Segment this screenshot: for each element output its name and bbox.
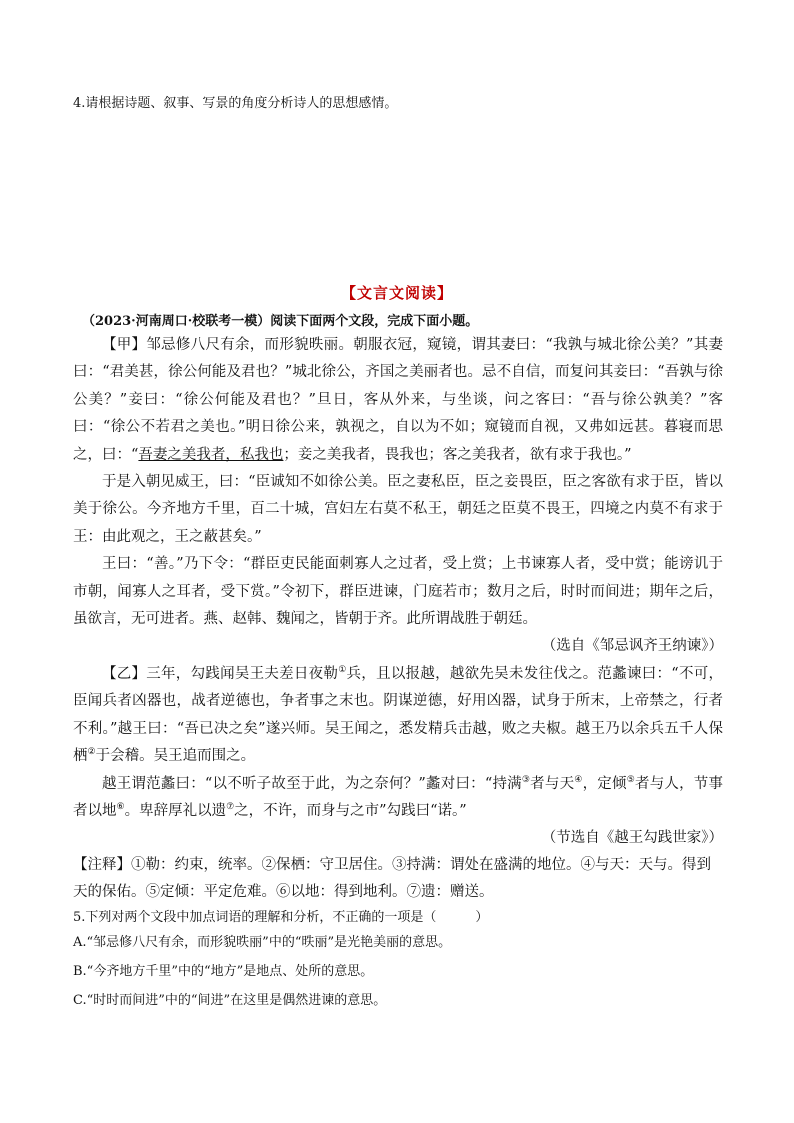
jia-paragraph-3: 王曰：“善。”乃下令：“群臣吏民能面刺寡人之过者，受上赏；上书谏寡人者，受中赏；能谤讥于市朝，闻寡人之耳者，受下赏。”令初下，群臣进谏，门庭若市；数月之后，时时而间进；期年之后，虽欲言，无可进者。燕、赵韩、魏闻之，皆朝于齐。此所谓战胜于朝廷。 <box>73 556 723 628</box>
footnote-mark: ② <box>87 747 96 758</box>
footnote-mark: ④ <box>574 774 583 785</box>
yi-paragraph-2 <box>73 771 723 826</box>
footnote-mark: ③ <box>521 774 531 785</box>
footnote-mark: ⑥ <box>116 802 125 813</box>
yi-paragraph-1 <box>73 661 723 771</box>
question-5-stem: 5.下列对两个文段中加点词语的理解和分析，不正确的一项是（ ） <box>73 910 489 925</box>
option-c: C.“时时而间进”中的“间进”在这里是偶然进谏的意思。 <box>73 993 387 1008</box>
option-b: B.“今齐地方千里”中的“地方”是地点、处所的意思。 <box>73 964 374 979</box>
source-line: （2023·河南周口·校联考一模）阅读下面两个文段，完成下面小题。 <box>82 314 479 329</box>
question-5 <box>73 908 723 1020</box>
question-4: 4.请根据诗题、叙事、写景的角度分析诗人的思想感情。 <box>73 96 398 111</box>
yi-para2-text: 者与人，节事者以地 <box>73 775 724 819</box>
yi-para2-text: 。卑辞厚礼以遗 <box>124 802 227 819</box>
section-title: 【文言文阅读】 <box>340 284 453 302</box>
yi-para2-text: 者与天 <box>530 775 575 792</box>
footnote-mark: ⑦ <box>226 802 235 813</box>
jia-paragraph-2: 于是入朝见威王，曰：“臣诚知不如徐公美。臣之妻私臣，臣之妾畏臣，臣之客欲有求于臣，皆以美于徐公。今齐地方千里，百二十城，宫妇左右莫不私王，朝廷之臣莫不畏王，四境之内莫不有求于王：由此观之，王之蔽甚矣。” <box>73 474 723 545</box>
yi-source-note: （节选自《越王勾践世家》） <box>541 830 723 847</box>
yi-para2-text: ，定倾 <box>582 775 627 792</box>
passage-jia <box>73 332 723 853</box>
jia-para1-text: 【甲】邹忌修八尺有余，而形貌昳丽。朝服衣冠，窥镜，谓其妻曰：“我孰与城北徐公美？”其妻曰：“君美甚，徐公何能及君也？”城北徐公，齐国之美丽者也。忌不自信，而复问其妾曰：“吾孰与徐公美？”妾曰：“徐公何能及君也？”旦日，客从外来，与坐谈，问之客曰：“吾与徐公孰美？”客曰：“徐公不若君之美也。”明日徐公来，孰视之，自以为不如；窥镜而自视，又弗如远甚。暮寝而思之，曰：“ <box>73 337 723 463</box>
footnote-mark: ① <box>338 665 347 676</box>
yi-para1-text-mid: 兵，且以报越，越欲先吴未发往伐之。范蠡谏曰：“不可，臣闻兵者凶器也，战者逆德也，争者事之末也。阴谋逆德，好用凶器，试身于所末，上帝禁之，行者不利。”越王曰：“吾已决之矣”遂兴师。吴王闻之，悉发精兵击越，败之夫椒。越王乃以余兵五千人保栖 <box>73 665 724 765</box>
jia-para1-text-end: ；妾之美我者，畏我也；客之美我者，欲有求于我也。” <box>283 446 632 463</box>
footnote-mark: ⑤ <box>626 774 635 785</box>
annotations <box>73 852 723 907</box>
yi-para2-text: 越王谓范蠡曰：“以不听子故至于此，为之奈何？”蠡对曰：“持满 <box>102 775 522 792</box>
yi-para1-text-end: 于会稽。吴王追而围之。 <box>95 748 256 765</box>
option-a: A.“邹忌修八尺有余，而形貌昳丽”中的“昳丽”是光艳美丽的意思。 <box>73 935 452 950</box>
jia-underlined-sentence: 吾妻之美我者，私我也 <box>138 446 284 463</box>
annotations-text: 【注释】①勒：约束，统率。②保栖：守卫居住。③持满：谓处在盛满的地位。④与天：天与。得到天的保佑。⑤定倾：平定危难。⑥以地：得到地利。⑦遗：赠送。 <box>73 857 711 901</box>
yi-para2-text-end: 之，不许，而身与之市”勾践曰“诺。” <box>234 802 467 819</box>
jia-source-note: （选自《邹忌讽齐王纳谏》） <box>541 638 723 655</box>
yi-para1-text: 【乙】三年，勾践闻吴王夫差日夜勒 <box>102 665 339 682</box>
jia-paragraph-1 <box>73 332 723 469</box>
